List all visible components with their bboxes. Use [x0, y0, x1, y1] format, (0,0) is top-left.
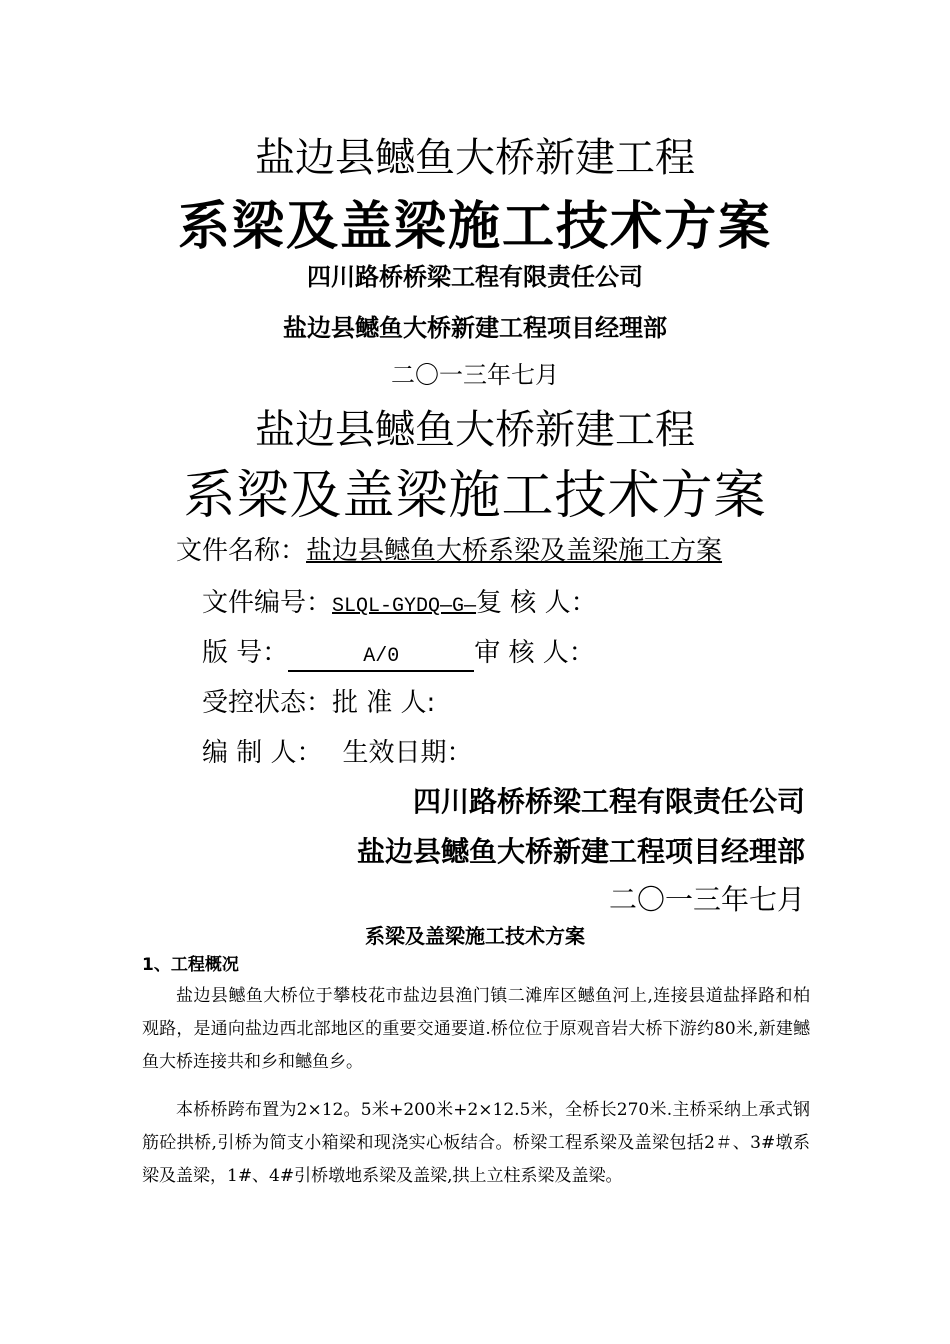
footer-company: 四川路桥桥梁工程有限责任公司	[412, 785, 805, 818]
file-name-row	[176, 530, 722, 567]
file-number-value: SLQL-GYDQ—G—	[332, 595, 477, 618]
file-number-label: 文件编号：	[202, 588, 333, 618]
version-row	[202, 632, 595, 672]
version-label: 版 号：	[202, 638, 289, 668]
cover-title-line1: 盐边县鳡鱼大桥新建工程	[255, 135, 695, 181]
cover-company: 四川路桥桥梁工程有限责任公司	[307, 263, 643, 291]
cover-department: 盐边县鳡鱼大桥新建工程项目经理部	[283, 314, 667, 342]
paragraph-1: 盐边县鳡鱼大桥位于攀枝花市盐边县渔门镇二滩库区鳡鱼河上,连接县道盐择路和柏观路，是通向盐边西北部地区的重要交通要道.桥位位于原观音岩大桥下游约80米,新建鳡鱼大桥连接共和乡和鳡鱼乡。	[142, 986, 810, 1072]
approver-label: 批 准 人:	[332, 688, 436, 718]
version-value: A/0	[288, 644, 474, 672]
body-title: 系梁及盖梁施工技术方案	[365, 924, 585, 948]
reviewer-label: 复 核 人：	[476, 588, 597, 618]
control-status-label: 受控状态：	[202, 688, 333, 718]
cover-date: 二〇一三年七月	[391, 361, 559, 389]
file-number-row	[202, 582, 597, 619]
paragraph-2: 本桥桥跨布置为2×12。5米+200米+2×12.5米，全桥长270米.主桥采纳上承式钢筋砼拱桥,引桥为简支小箱梁和现浇实心板结合。桥梁工程系梁及盖梁包括2＃、3#墩系梁及盖梁，1#、4#引桥墩地系梁及盖梁,拱上立柱系梁及盖梁。	[142, 1100, 810, 1186]
control-status-row	[202, 682, 435, 719]
file-name-label: 文件名称：	[176, 536, 307, 566]
editor-row	[202, 732, 473, 769]
auditor-label: 审 核 人：	[474, 638, 595, 668]
section-1-heading: 1、工程概况	[142, 955, 239, 975]
footer-date: 二〇一三年七月	[608, 883, 805, 916]
second-title-line1: 盐边县鳡鱼大桥新建工程	[255, 407, 695, 453]
effective-date-label: 生效日期：	[342, 738, 473, 768]
footer-department: 盐边县鳡鱼大桥新建工程项目经理部	[356, 835, 805, 868]
cover-title-line2: 系梁及盖梁施工技术方案	[177, 196, 772, 257]
file-name-value: 盐边县鳡鱼大桥系梁及盖梁施工方案	[306, 536, 723, 566]
editor-label: 编 制 人：	[202, 738, 323, 768]
second-title-line2: 系梁及盖梁施工技术方案	[183, 466, 767, 526]
